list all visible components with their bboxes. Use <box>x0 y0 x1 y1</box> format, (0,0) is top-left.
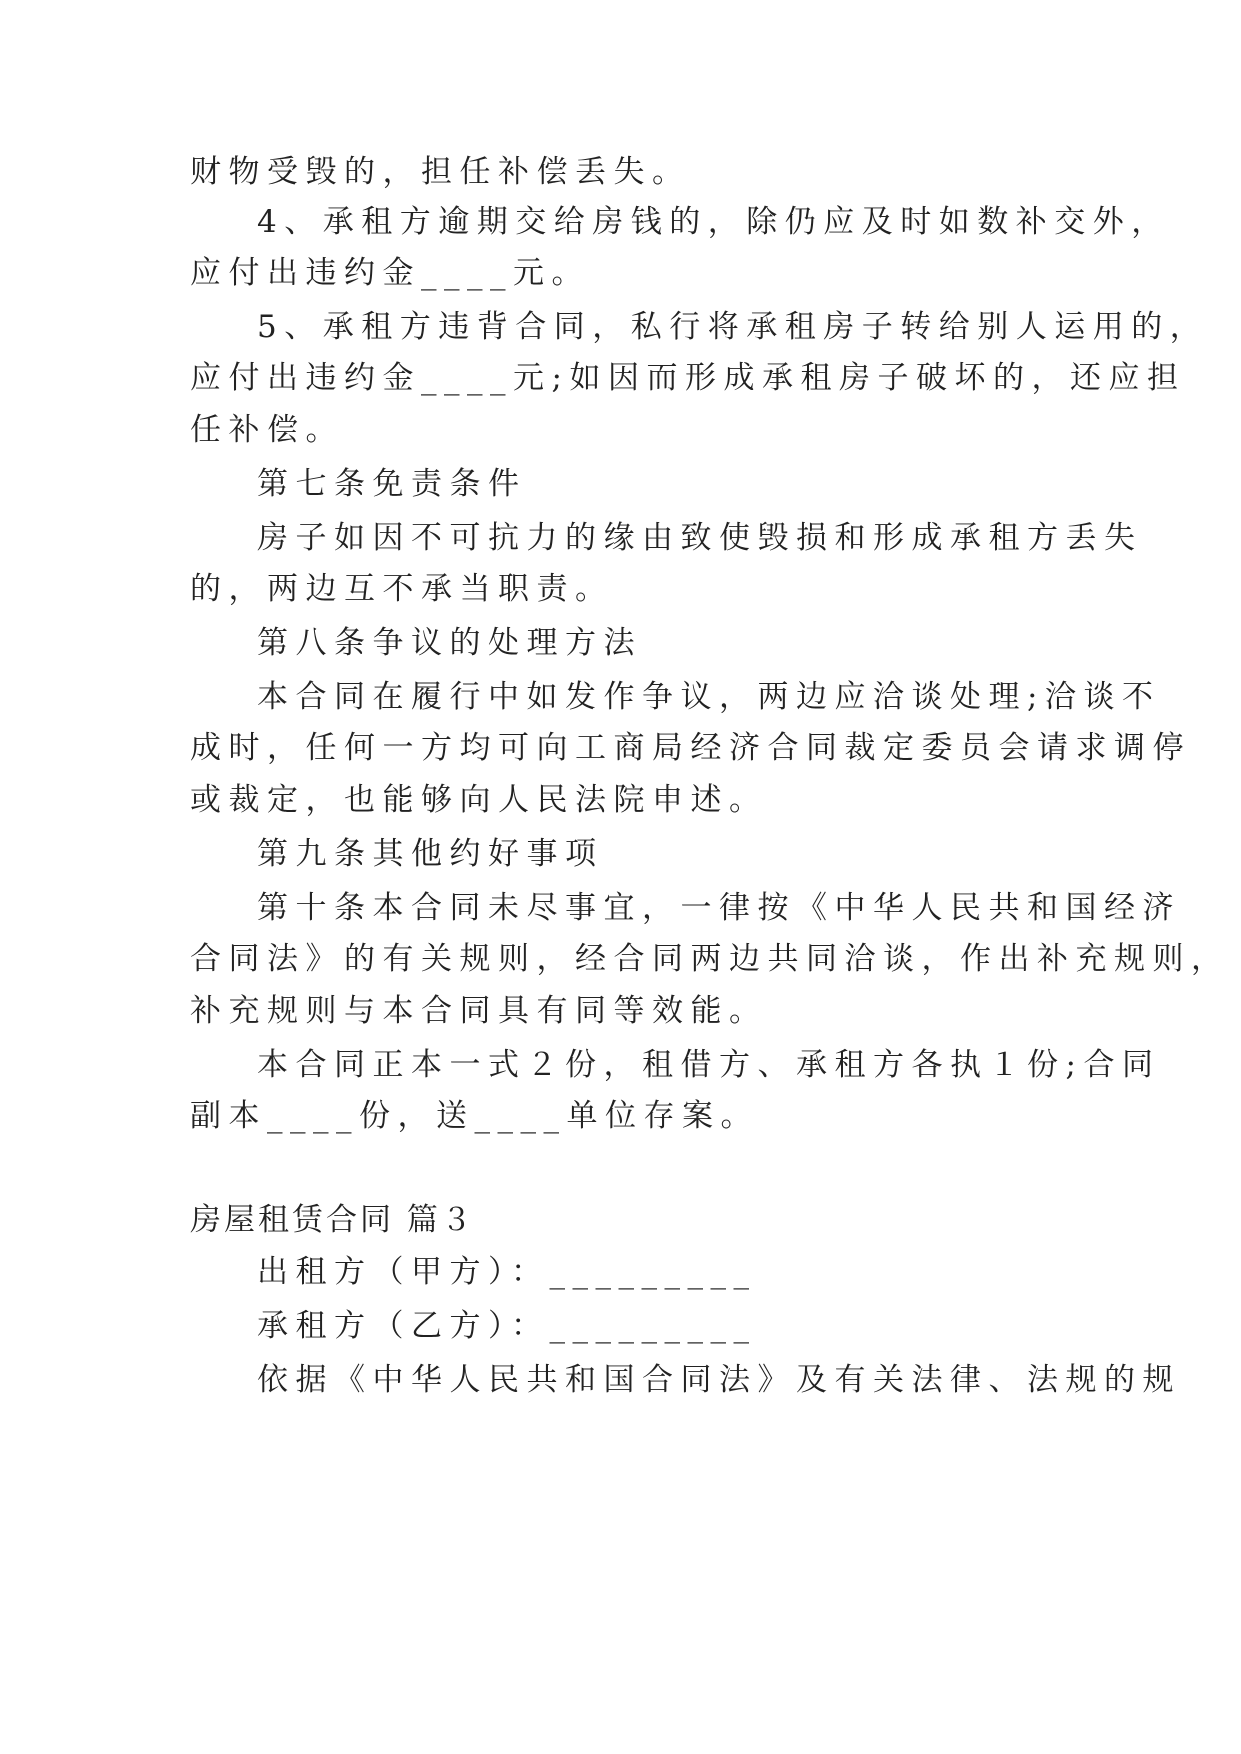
document-title: 房屋租赁合同 篇３ <box>190 1202 475 1238</box>
text-line: 或裁定，也能够向人民法院申述。 <box>190 782 768 818</box>
party-a-line: 出租方（甲方）：_________ <box>257 1254 757 1290</box>
text-line: 4、承租方逾期交给房钱的，除仍应及时如数补交外， <box>257 204 1170 240</box>
text-line: 应付出违约金____元;如因而形成承租房子破坏的，还应担 <box>190 360 1186 396</box>
section-heading: 第七条免责条件 <box>257 466 527 502</box>
text-line: 本合同在履行中如发作争议，两边应洽谈处理;洽谈不 <box>257 679 1161 715</box>
text-line: 的，两边互不承当职责。 <box>190 571 614 607</box>
text-line: 副本____份，送____单位存案。 <box>190 1098 759 1134</box>
text-line: 应付出违约金____元。 <box>190 255 590 291</box>
section-heading: 第九条其他约好事项 <box>257 836 604 872</box>
text-line: 合同法》的有关规则，经合同两边共同洽谈，作出补充规则， <box>190 941 1230 977</box>
text-line: 第十条本合同未尽事宜，一律按《中华人民共和国经济 <box>257 890 1181 926</box>
text-line: 成时，任何一方均可向工商局经济合同裁定委员会请求调停 <box>190 730 1191 766</box>
text-line: 财物受毁的，担任补偿丢失。 <box>190 154 691 190</box>
text-line: 本合同正本一式２份，租借方、承租方各执１份;合同 <box>257 1047 1161 1083</box>
text-line: 补充规则与本合同具有同等效能。 <box>190 993 768 1029</box>
text-line: 依据《中华人民共和国合同法》及有关法律、法规的规 <box>257 1362 1181 1398</box>
text-line: 任补偿。 <box>190 412 344 448</box>
text-line: 5、承租方违背合同，私行将承租房子转给别人运用的， <box>257 309 1209 345</box>
section-heading: 第八条争议的处理方法 <box>257 625 642 661</box>
party-b-line: 承租方（乙方）：_________ <box>257 1308 757 1344</box>
text-line: 房子如因不可抗力的缘由致使毁损和形成承租方丢失 <box>257 520 1143 556</box>
